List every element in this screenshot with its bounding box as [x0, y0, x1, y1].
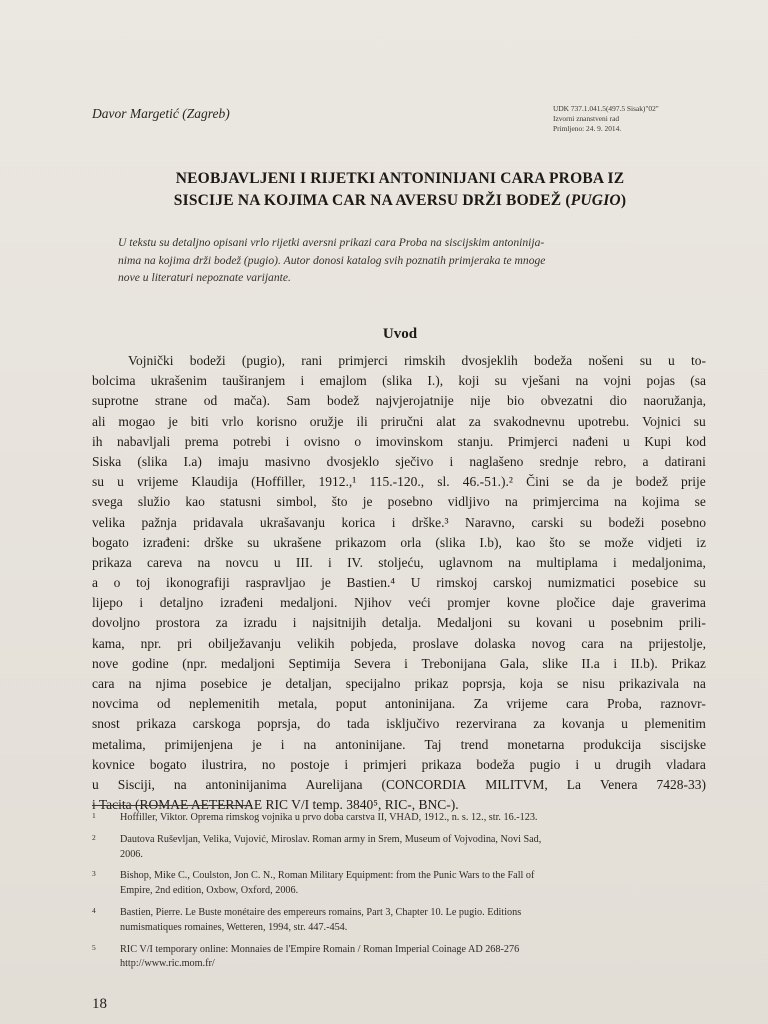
- body-line: i Tacita (ROMAE AETERNAE RIC V/I temp. 3840⁵, RIC-, BNC-).: [92, 797, 459, 813]
- title-line-2-prefix: SISCIJE NA KOJIMA CAR NA AVERSU DRŽI BODEŽ (: [173, 192, 571, 209]
- footnote: [92, 811, 706, 826]
- abstract: [118, 234, 688, 287]
- footnote-text-line: numismatiques romaines, Wetteren, 1994, str. 447.-454.: [120, 921, 348, 933]
- footnote-number: 2: [92, 832, 96, 842]
- page-number: 18: [92, 996, 107, 1012]
- body-line: velika pažnja pridavala ukrašavanju korica i drške.³ Naravno, carski su bodeži posebno: [92, 514, 706, 530]
- body-line: lijepo i detaljno izrađeni medaljoni. Njihov veći promjer kovne pločice daje graverima: [92, 595, 706, 611]
- body-line: suprotne strane od mača). Sam bodež najvjerojatnije nije bio obvezatni dio naoružanja,: [92, 393, 706, 409]
- footnote-text-line: http://www.ric.mom.fr/: [120, 958, 215, 970]
- abstract-line: U tekstu su detaljno opisani vrlo rijetki aversni prikazi cara Proba na siscijskim antoninija-: [118, 236, 545, 249]
- title-line-2: [92, 190, 708, 212]
- body-line: ih nabavljali prema potrebi i ovisno o imovinskom stanju. Primjerci nađeni u Kupi kod: [92, 433, 706, 449]
- article-type: Izvorni znanstveni rad: [553, 114, 620, 123]
- footnotes: [92, 811, 706, 979]
- body-line: metalima, primijenjena je i na antoninijane. Taj trend monetarna produkcija siscijske: [92, 736, 706, 752]
- footnote: [92, 906, 706, 936]
- abstract-line: nima na kojima drži bodež (pugio). Autor donosi katalog svih poznatih primjeraka te mnoge: [118, 253, 546, 267]
- body-line: kama, npr. pri obilježavanju velikih pobjeda, proslave dolaska novog cara na prijestolje,: [92, 635, 706, 651]
- abstract-line: nove u literaturi nepoznate varijante.: [118, 271, 291, 285]
- body-line: ali mogao je biti vrlo korisno oružje ili priručni alat za svakodnevnu upotrebu. Vojnici su: [92, 413, 706, 429]
- footnote: [92, 833, 706, 863]
- footnote: [92, 869, 706, 899]
- received-date: Primljeno: 24. 9. 2014.: [553, 124, 622, 133]
- udk-classification: [553, 104, 753, 134]
- title-line-1: NEOBJAVLJENI I RIJETKI ANTONINIJANI CARA PROBA IZ: [175, 170, 625, 187]
- footnote-text-line: Bastien, Pierre. Le Buste monétaire des empereurs romains, Part 3, Chapter 10. Le pugio. Editions: [120, 906, 522, 918]
- author-line: Davor Margetić (Zagreb): [92, 106, 230, 121]
- footnote-number: 1: [92, 811, 96, 820]
- footnote-text-line: Dautova Ruševljan, Velika, Vujović, Miroslav. Roman army in Srem, Museum of Vojvodina, Novi Sad,: [120, 833, 542, 845]
- body-line: svega služio kao statusni simbol, što je posebno vidljivo na primjercima na kojima se: [92, 494, 706, 510]
- body-line: a o toj ikonografiji raspravljao je Bastien.⁴ U rimskoj carskoj numizmatici posebice su: [92, 575, 706, 591]
- body-line: novcima od neplemenitih metala, poput antoninijana. Za vrijeme cara Proba, raznovr-: [92, 696, 706, 712]
- body-line: snost prikaza carskoga poprsja, do tada isključivo rezervirana za kovanja u plemenitim: [92, 716, 706, 732]
- footnote-number: 5: [92, 942, 96, 952]
- footnote-divider: [92, 805, 252, 806]
- footnote-text-line: 2006.: [120, 848, 143, 860]
- udk-code: UDK 737.1.041.5(497.5 Sisak)"02": [553, 104, 659, 113]
- body-line: bogato izrađeni: drške su ukrašene prikazom orla (slika I.b), kao što se može vidjeti iz: [92, 534, 706, 550]
- footnote-number: 3: [92, 869, 96, 879]
- body-line: su u vrijeme Klaudija (Hoffiller, 1912.,¹ 115.-120., sl. 46.-51.).² Čini se da je bodež prije: [92, 474, 706, 490]
- body-line: bolcima ukrašenim tauširanjem i emajlom (slika I.), koji su vješani na vojni pojas (sa: [92, 373, 706, 389]
- body-line: Vojnički bodeži (pugio), rani primjerci rimskih dvosjeklih bodeža nošeni su u to-: [128, 353, 706, 368]
- footnote-text-line: RIC V/I temporary online: Monnaies de l'Empire Romain / Roman Imperial Coinage AD 268-276: [120, 943, 520, 955]
- body-line: prikaza careva na novcu u III. i IV. stoljeću, uglavnom na multiplama i medaljonima,: [92, 554, 706, 570]
- body-line: nove godine (npr. medaljoni Septimija Severa i Trebonijana Gala, slike II.a i II.b). Prikaz: [92, 655, 706, 671]
- section-heading: Uvod: [382, 326, 418, 342]
- body-line: Siska (slika I.a) imaju masivno dvosjeklo sječivo i naglašeno srednje rebro, a datirani: [92, 453, 706, 469]
- footnote-text-line: Bishop, Mike C., Coulston, Jon C. N., Roman Military Equipment: from the Punic Wars to the Fall of: [120, 870, 535, 882]
- footnote-number: 4: [92, 905, 96, 915]
- body-line: u Sisciji, na antoninijanima Aurelijana (CONCORDIA MILITVM, La Venera 7428-33): [92, 776, 706, 792]
- title-line-2-italic: PUGIO: [570, 192, 621, 209]
- article-title: [92, 168, 708, 212]
- body-line: kovnice bogato ilustrira, no postoje i primjeri prikaza bodeža pugio i u drugih vladara: [92, 756, 706, 772]
- body-line: cara na njima posebice je detaljan, specijalno prikaz poprsja, koja se nisu prikazivala na: [92, 676, 706, 691]
- body-line: dovoljno prostora za izradu i najsitnijih detalja. Medaljoni su kovani u posebnim prili-: [92, 615, 706, 631]
- footnote: [92, 943, 706, 973]
- footnote-text-line: Empire, 2nd edition, Oxbow, Oxford, 2006.: [120, 885, 299, 897]
- body-text: [92, 351, 706, 815]
- title-line-2-suffix: ): [620, 192, 627, 209]
- footnote-text-line: Hoffiller, Viktor. Oprema rimskog vojnika u prvo doba carstva II, VHAD, 1912., n. s. 12., str. 16.-123.: [120, 812, 538, 823]
